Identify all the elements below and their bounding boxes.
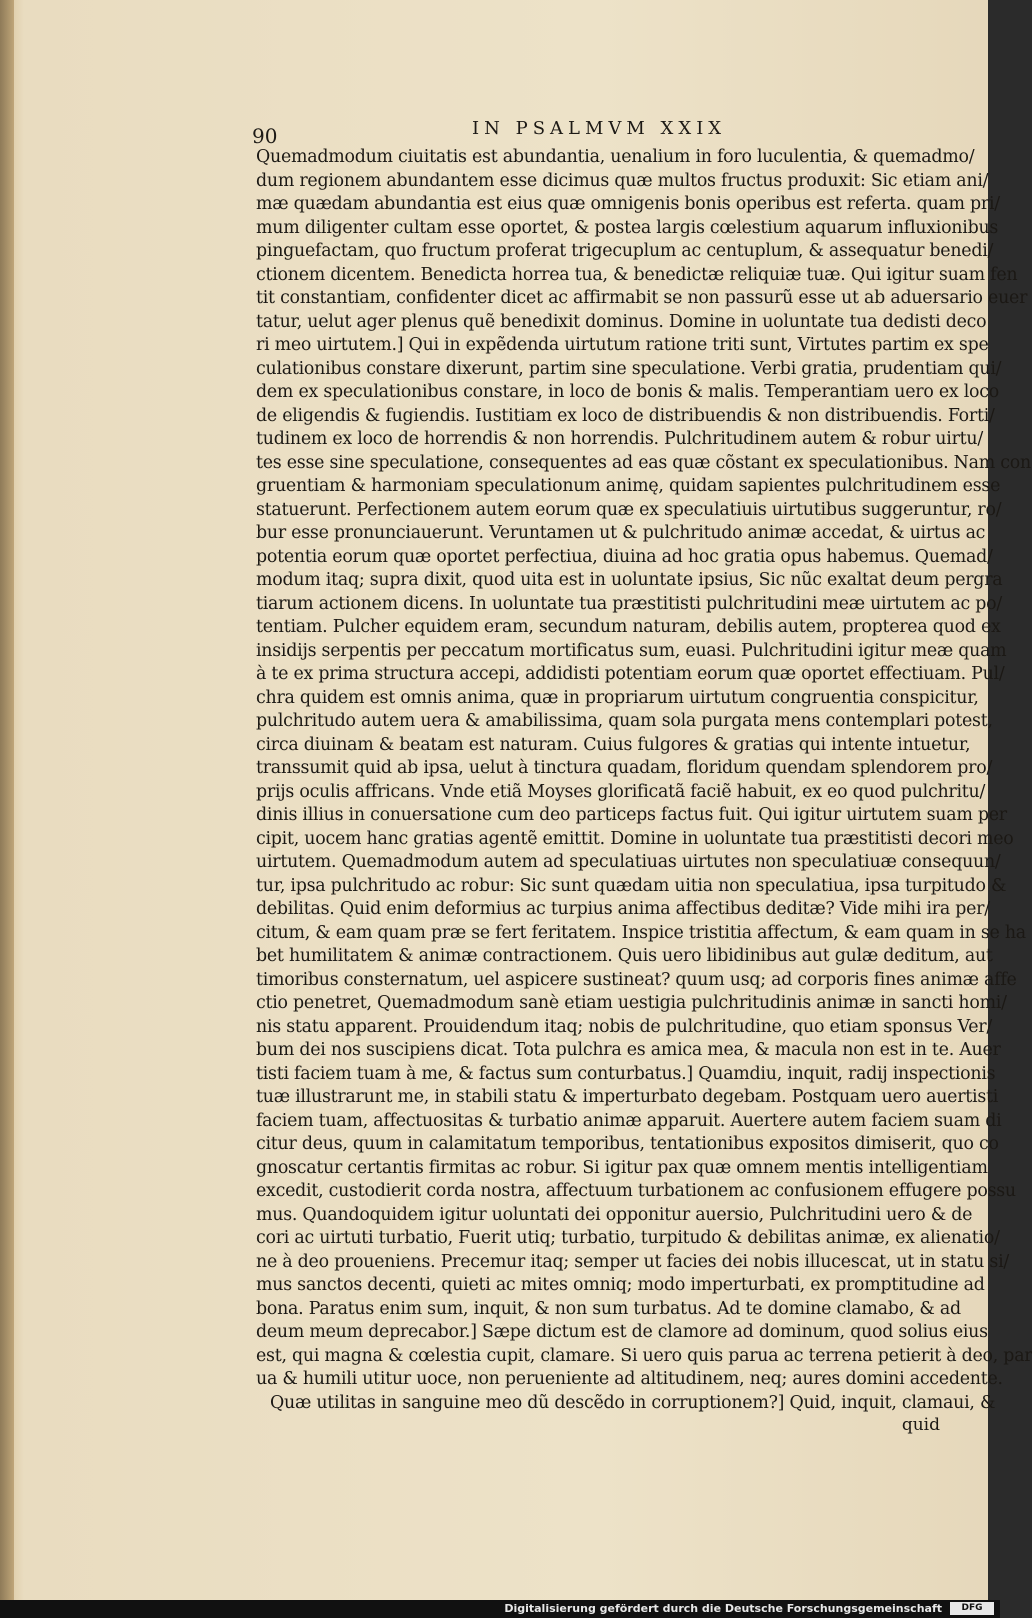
text-line: mus sanctos decenti, quieti ac mites omniq; modo imperturbati, ex promptitudine ad — [256, 1275, 985, 1295]
text-line: debilitas. Quid enim deformius ac turpius anima affectibus deditæ? Vide mihi ira per/ — [256, 899, 990, 919]
text-line: statuerunt. Perfectionem autem eorum quæ ex speculatiuis uirtutibus suggeruntur, ro/ — [256, 499, 1002, 520]
text-line: prijs oculis affricans. Vnde etiã Moyses glorificatã faciẽ habuit, ex eo quod pulchritu/ — [256, 781, 986, 802]
text-line: bona. Paratus enim sum, inquit, & non sum turbatus. Ad te domine clamabo, & ad — [256, 1298, 961, 1319]
digitization-footer — [0, 1600, 1000, 1618]
text-line: tit constantiam, confidenter dicet ac affirmabit se non passurũ esse ut ab aduersario euer — [256, 288, 1028, 308]
text-line: bet humilitatem & animæ contractionem. Quis uero libidinibus aut gulæ deditum, aut — [256, 946, 993, 966]
text-line: ua & humili utitur uoce, non perueniente ad altitudinem, neq; aures domini accedente. — [256, 1369, 1003, 1389]
text-line: pulchritudo autem uera & amabilissima, quam sola purgata mens contemplari potest, — [256, 711, 993, 731]
text-line: pinguefactam, quo fructum proferat trigecuplum ac centuplum, & assequatur benedi/ — [256, 241, 994, 261]
text-line: gnoscatur certantis firmitas ac robur. Si igitur pax quæ omnem mentis intelligentiam — [256, 1157, 988, 1178]
text-line: mus. Quandoquidem igitur uoluntati dei opponitur auersio, Pulchritudini uero & de — [256, 1204, 973, 1225]
text-line: tuæ illustrarunt me, in stabili statu & imperturbato degebam. Postquam uero auertisti — [256, 1087, 999, 1107]
text-line: tisti faciem tuam à me, & factus sum conturbatus.] Quamdiu, inquit, radij inspectionis — [256, 1063, 996, 1084]
text-line: modum itaq; supra dixit, quod uita est in uoluntate ipsius, Sic nũc exaltat deum pergra — [256, 570, 1003, 590]
page-number: 90 — [252, 124, 278, 148]
text-line: cipit, uocem hanc gratias agentẽ emittit. Domine in uoluntate tua præstitisti decori meo — [256, 828, 1014, 849]
text-line: de eligendis & fugiendis. Iustitiam ex loco de distribuendis & non distribuendis. Forti/ — [256, 405, 995, 426]
text-line: gruentiam & harmoniam speculationum animę, quidam sapientes pulchritudinem esse — [256, 476, 1001, 496]
text-line: dinis illius in conuersatione cum deo particeps factus fuit. Qui igitur uirtutem suam per — [256, 805, 1007, 825]
text-line: insidijs serpentis per peccatum mortificatus sum, euasi. Pulchritudini igitur meæ quam — [256, 640, 1007, 661]
catchword: quid — [901, 1415, 940, 1435]
text-line: bum dei nos suscipiens dicat. Tota pulchra es amica mea, & macula non est in te. Auer — [256, 1040, 1001, 1060]
text-line: dem ex speculationibus constare, in loco de bonis & malis. Temperantiam uero ex loco — [256, 382, 999, 402]
text-line: chra quidem est omnis anima, quæ in propriarum uirtutum congruentia conspicitur, — [256, 687, 979, 708]
text-line: uirtutem. Quemadmodum autem ad speculatiuas uirtutes non speculatiuæ consequun/ — [256, 852, 1001, 872]
body-text — [256, 146, 1032, 1435]
text-line: timoribus consternatum, uel aspicere sustineat? quum usq; ad corporis fines animæ affe — [256, 969, 1017, 990]
text-line: excedit, custodierit corda nostra, affectuum turbationem ac confusionem effugere possu — [256, 1181, 1016, 1201]
text-line: nis statu apparent. Prouidendum itaq; nobis de pulchritudine, quo etiam sponsus Ver/ — [256, 1016, 992, 1037]
text-line: ctionem dicentem. Benedicta horrea tua, & benedictæ reliquiæ tuæ. Qui igitur suam fen — [256, 264, 1018, 285]
text-line: tentiam. Pulcher equidem eram, secundum naturam, debilis autem, propterea quod ex — [256, 617, 1001, 637]
text-line: citum, & eam quam præ se fert feritatem. Inspice tristitia affectum, & eam quam in se ha — [256, 922, 1026, 943]
running-title: IN PSALMVM XXIX — [472, 118, 727, 139]
text-line: est, qui magna & cœlestia cupit, clamare. Si uero quis parua ac terrena petierit à deo, par — [256, 1345, 1032, 1366]
text-line: Quemadmodum ciuitatis est abundantia, uenalium in foro luculentia, & quemadmo/ — [256, 147, 975, 167]
text-line: tiarum actionem dicens. In uoluntate tua præstitisti pulchritudini meæ uirtutem ac po/ — [256, 593, 1002, 614]
text-line: deum meum deprecabor.] Sæpe dictum est de clamore ad dominum, quod solius eius — [256, 1322, 988, 1342]
book-spine-edge — [0, 0, 14, 1600]
text-line: tudinem ex loco de horrendis & non horrendis. Pulchritudinem autem & robur uirtu/ — [256, 429, 983, 449]
text-line: dum regionem abundantem esse dicimus quæ multos fructus produxit: Sic etiam ani/ — [256, 170, 989, 191]
text-line: potentia eorum quæ oportet perfectiua, diuina ad hoc gratia opus habemus. Quemad/ — [256, 546, 993, 567]
text-line: ri meo uirtutem.] Qui in expẽdenda uirtutum ratione triti sunt, Virtutes partim ex spe — [256, 335, 989, 355]
text-line: à te ex prima structura accepi, addidisti potentiam eorum quæ oportet effectiuam. Pul/ — [256, 664, 1005, 684]
page-header — [252, 118, 942, 146]
text-line: bur esse pronunciauerunt. Veruntamen ut & pulchritudo animæ accedat, & uirtus ac — [256, 523, 986, 543]
text-line: mæ quædam abundantia est eius quæ omnigenis bonis operibus est referta. quam pri/ — [256, 194, 1000, 214]
text-line: mum diligenter cultam esse oportet, & postea largis cœlestium aquarum influxionibus — [256, 217, 999, 238]
text-line: tatur, uelut ager plenus quẽ benedixit dominus. Domine in uoluntate tua dedisti deco — [256, 311, 987, 332]
text-line: tes esse sine speculatione, consequentes ad eas quæ cõstant ex speculationibus. Nam con — [256, 452, 1031, 473]
footer-credit: Digitalisierung gefördert durch die Deutsche Forschungsgemeinschaft — [504, 1602, 942, 1615]
text-line: Quæ utilitas in sanguine meo dũ descẽdo in corruptionem?] Quid, inquit, clamaui, & — [270, 1392, 996, 1413]
text-line: tur, ipsa pulchritudo ac robur: Sic sunt quædam uitia non speculatiua, ipsa turpitudo & — [256, 875, 1007, 896]
text-line: culationibus constare dixerunt, partim sine speculatione. Verbi gratia, prudentiam qui/ — [256, 358, 1002, 379]
dfg-logo: DFG — [950, 1602, 994, 1615]
text-line: cori ac uirtuti turbatio, Fuerit utiq; turbatio, turpitudo & debilitas animæ, ex alienatio/ — [256, 1228, 1000, 1248]
text-line: transsumit quid ab ipsa, uelut à tinctura quadam, floridum quendam splendorem pro/ — [256, 758, 993, 778]
text-line: faciem tuam, affectuositas & turbatio animæ apparuit. Auertere autem faciem suam di — [256, 1110, 1002, 1131]
text-line: citur deus, quum in calamitatum temporibus, tentationibus expositos dimiserit, quo co — [256, 1134, 999, 1154]
text-line: ne à deo proueniens. Precemur itaq; semper ut facies dei nobis illucescat, ut in statu si/ — [256, 1251, 1010, 1272]
text-line: ctio penetret, Quemadmodum sanè etiam uestigia pulchritudinis animæ in sancti homi/ — [256, 993, 1007, 1013]
text-line: circa diuinam & beatam est naturam. Cuius fulgores & gratias qui intente intuetur, — [256, 734, 971, 755]
